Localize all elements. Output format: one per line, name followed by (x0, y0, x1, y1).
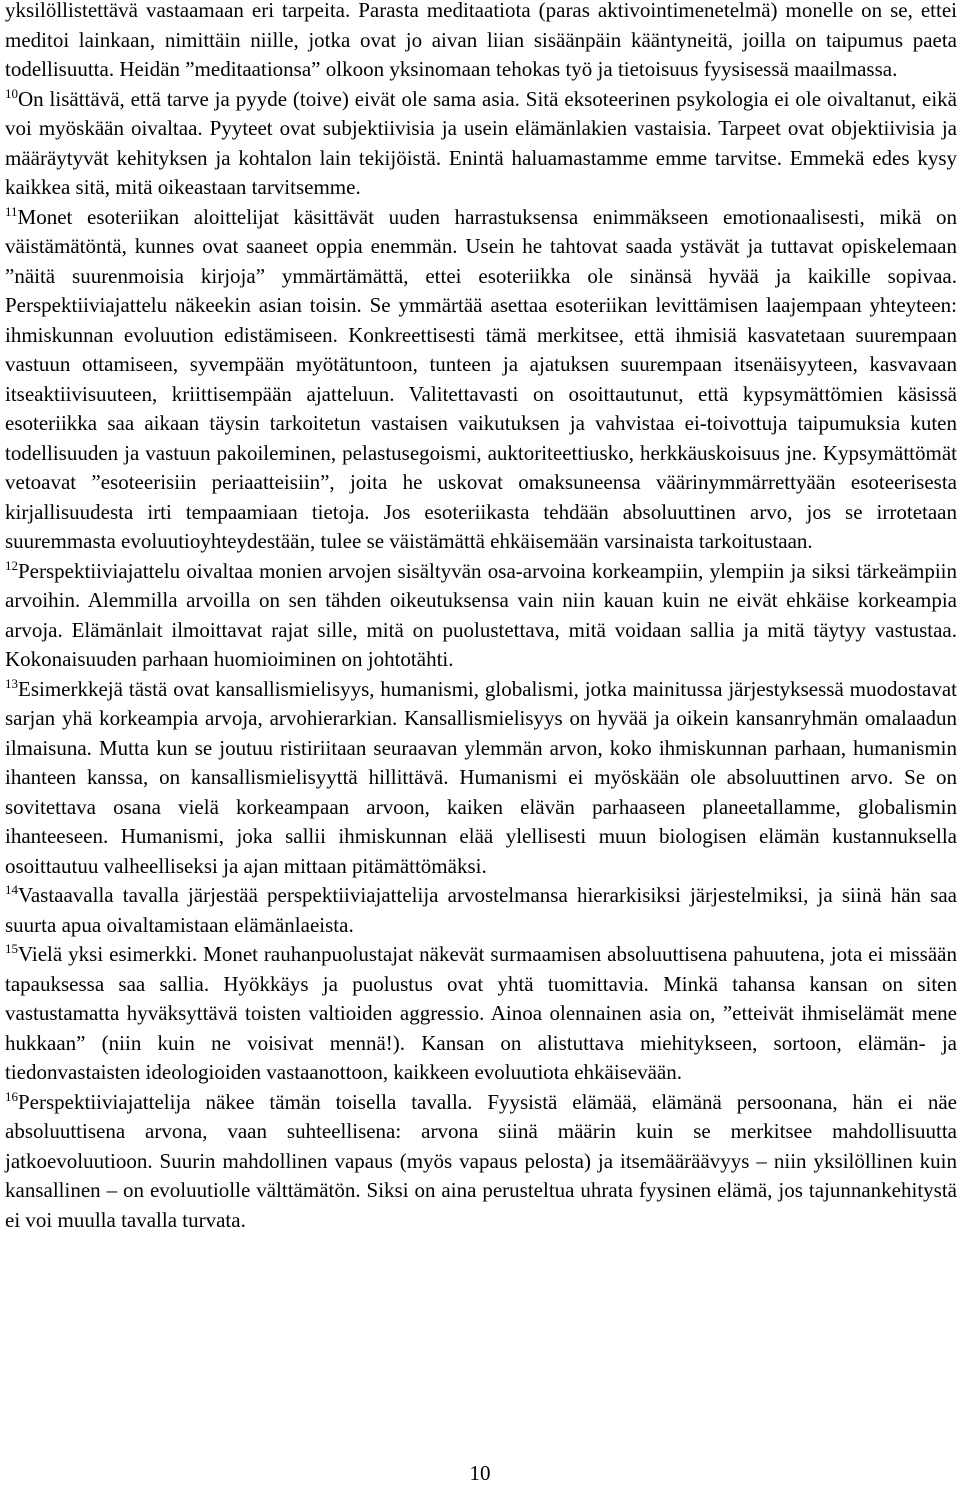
paragraph-text: Esimerkkejä tästä ovat kansallismielisyys, humanismi, globalismi, jotka mainitussa järjestyksessä muodostavat sarjan yhä korkeampia arvoja, arvohierarkian. Kansallismielisyys on hyvää ja oikein kansanryhmän omalaadun ilmaisuna. Mutta kun se joutuu ristiriitaan seuraavan ylemmän arvon, koko ihmiskunnan parhaan, humanismin ihanteen kanssa, on kansallismielisyyttä hillittävä. Humanismi ei myöskään ole absoluuttinen arvo. Se on sovitettava osana vielä korkeampaan arvoon, kaiken elävän parhaaseen planeetallamme, globalismin ihanteeseen. Humanismi, joka sallii ihmiskunnan elää ylellisesti muun biologisen elämän kustannuksella osoittautuu valheelliseksi ja ajan mittaan pitämättömäksi. (5, 676, 957, 878)
paragraph-text: Perspektiiviajattelija näkee tämän toisella tavalla. Fyysistä elämää, elämänä persoonana, hän ei näe absoluuttisena arvona, vaan suhteellisena: arvona siinä määrin kuin se merkitsee mahdollisuutta jatkoevoluutioon. Suurin mahdollinen vapaus (myös vapaus pelosta) ja itsemääräävyys – niin yksilöllinen kuin kansallinen – on evoluutiolle välttämätön. Siksi on aina perusteltua uhrata fyysinen elämä, jos tajunnankehitystä ei voi muulla tavalla turvata. (5, 1089, 957, 1232)
paragraph-13 (5, 675, 957, 882)
paragraph-11 (5, 203, 957, 557)
page-number: 10 (469, 1461, 491, 1485)
paragraph-number: 11 (5, 203, 18, 219)
paragraph-continued (5, 0, 957, 85)
paragraph-12 (5, 557, 957, 675)
paragraph-text: Vastaavalla tavalla järjestää perspektiiviajattelija arvostelmansa hierarkisiksi järjestelmiksi, ja siinä hän saa suurta apua oivaltamistaan elämänlaeista. (5, 883, 957, 937)
paragraph-15 (5, 940, 957, 1088)
paragraph-text: Monet esoteriikan aloittelijat käsittävät uuden harrastuksensa enimmäkseen emotionaalisesti, mikä on väistämätöntä, kunnes ovat saaneet oppia enemmän. Usein he tahtovat saada ystävät ja tuttavat opiskelemaan ”näitä suurenmoisia kirjoja” ymmärtämättä, ettei esoteriikka ole sinänsä hyvää ja kaikille sopivaa. Perspektiiviajattelu näkeekin asian toisin. Se ymmärtää asettaa esoteriikan levittämisen laajempaan yhteyteen: ihmiskunnan evoluution edistämiseen. Konkreettisesti tämä merkitsee, että ihmisiä kasvatetaan suurempaan vastuun ottamiseen, syvempään myötätuntoon, tunteen ja ajatuksen suurempaan itsenäisyyteen, kasvavaan itseaktiivisuuteen, kriittisempään ajatteluun. Valitettavasti on osoittautunut, että kypsymättömien käsissä esoteriikka saa aikaan täysin tarkoitetun vastaisen vaikutuksen ja vahvistaa ei-toivottuja taipumuksia kuten todellisuuden ja vastuun pakoileminen, pelastusegoismi, auktoriteettiusko, herkkäuskoisuus jne. Kypsymättömät vetoavat ”esoteerisiin periaatteisiin”, joita he uskovat omaksuneensa väärinymmärrettyään esoteerisesta kirjallisuudesta irti tempaamiaan tietoja. Jos esoteriikasta tehdään absoluuttinen arvo, jos se irrotetaan suuremmasta evoluutioyhteydestään, tulee se väistämättä ehkäisemään varsinaista tarkoitustaan. (5, 204, 957, 553)
paragraph-14 (5, 881, 957, 940)
paragraph-text: On lisättävä, että tarve ja pyyde (toive) eivät ole sama asia. Sitä eksoteerinen psykologia ei ole oivaltanut, eikä voi myöskään oivaltaa. Pyyteet ovat subjektiivisia ja usein elämänlakien vastaisia. Tarpeet ovat objektiivisia ja määräytyvät kehityksen ja kohtalon lain tekijöistä. Enintä haluamastamme emme tarvitse. Emmekä edes kysy kaikkea sitä, mitä oikeastaan tarvitsemme. (5, 86, 957, 199)
paragraph-text: Perspektiiviajattelu oivaltaa monien arvojen sisältyvän osa-arvoina korkeampiin, ylempiin ja siksi tärkeämpiin arvoihin. Alemmilla arvoilla on sen tähden oikeutuksensa vain niin kauan kuin ne eivät ehkäise korkeampia arvoja. Elämänlait ilmoittavat rajat sille, mitä on puolustettava, mitä voidaan sallia ja mitä täytyy vastustaa. Kokonaisuuden parhaan huomioiminen on johtotähti. (5, 558, 957, 671)
paragraph-number: 15 (5, 941, 18, 956)
paragraph-16 (5, 1088, 957, 1236)
paragraph-number: 13 (5, 675, 18, 691)
paragraph-number: 12 (5, 557, 18, 573)
paragraph-number: 14 (5, 882, 18, 897)
document-page (5, 0, 957, 1235)
paragraph-number: 16 (5, 1088, 18, 1104)
paragraph-number: 10 (5, 85, 18, 101)
paragraph-text: yksilöllistettävä vastaamaan eri tarpeita. Parasta meditaatiota (paras aktivointimenetelmä) monelle on se, ettei meditoi lainkaan, nimittäin niille, jotka ovat jo aivan liian sisäänpäin kääntyneitä, joilla on taipumus paeta todellisuutta. Heidän ”meditaationsa” olkoon yksinomaan tehokas työ ja tietoisuus fyysisessä maailmassa. (5, 0, 957, 81)
paragraph-10 (5, 85, 957, 203)
paragraph-text: Vielä yksi esimerkki. Monet rauhanpuolustajat näkevät surmaamisen absoluuttisena pahuutena, jota ei missään tapauksessa saa sallia. Hyökkäys ja puolustus ovat yhtä tuomittavia. Minkä tahansa kansan on siten vastustamatta hyväksyttävä toisten valtioiden aggressio. Ainoa olennainen asia on, ”etteivät ihmiselämät mene hukkaan” (niin kuin ne voisivat mennä!). Kansan on alistuttava miehitykseen, sortoon, elämän- ja tiedonvastaisten ideologioiden vastaanottoon, kaikkeen evoluutiota ehkäisevään. (5, 942, 957, 1084)
